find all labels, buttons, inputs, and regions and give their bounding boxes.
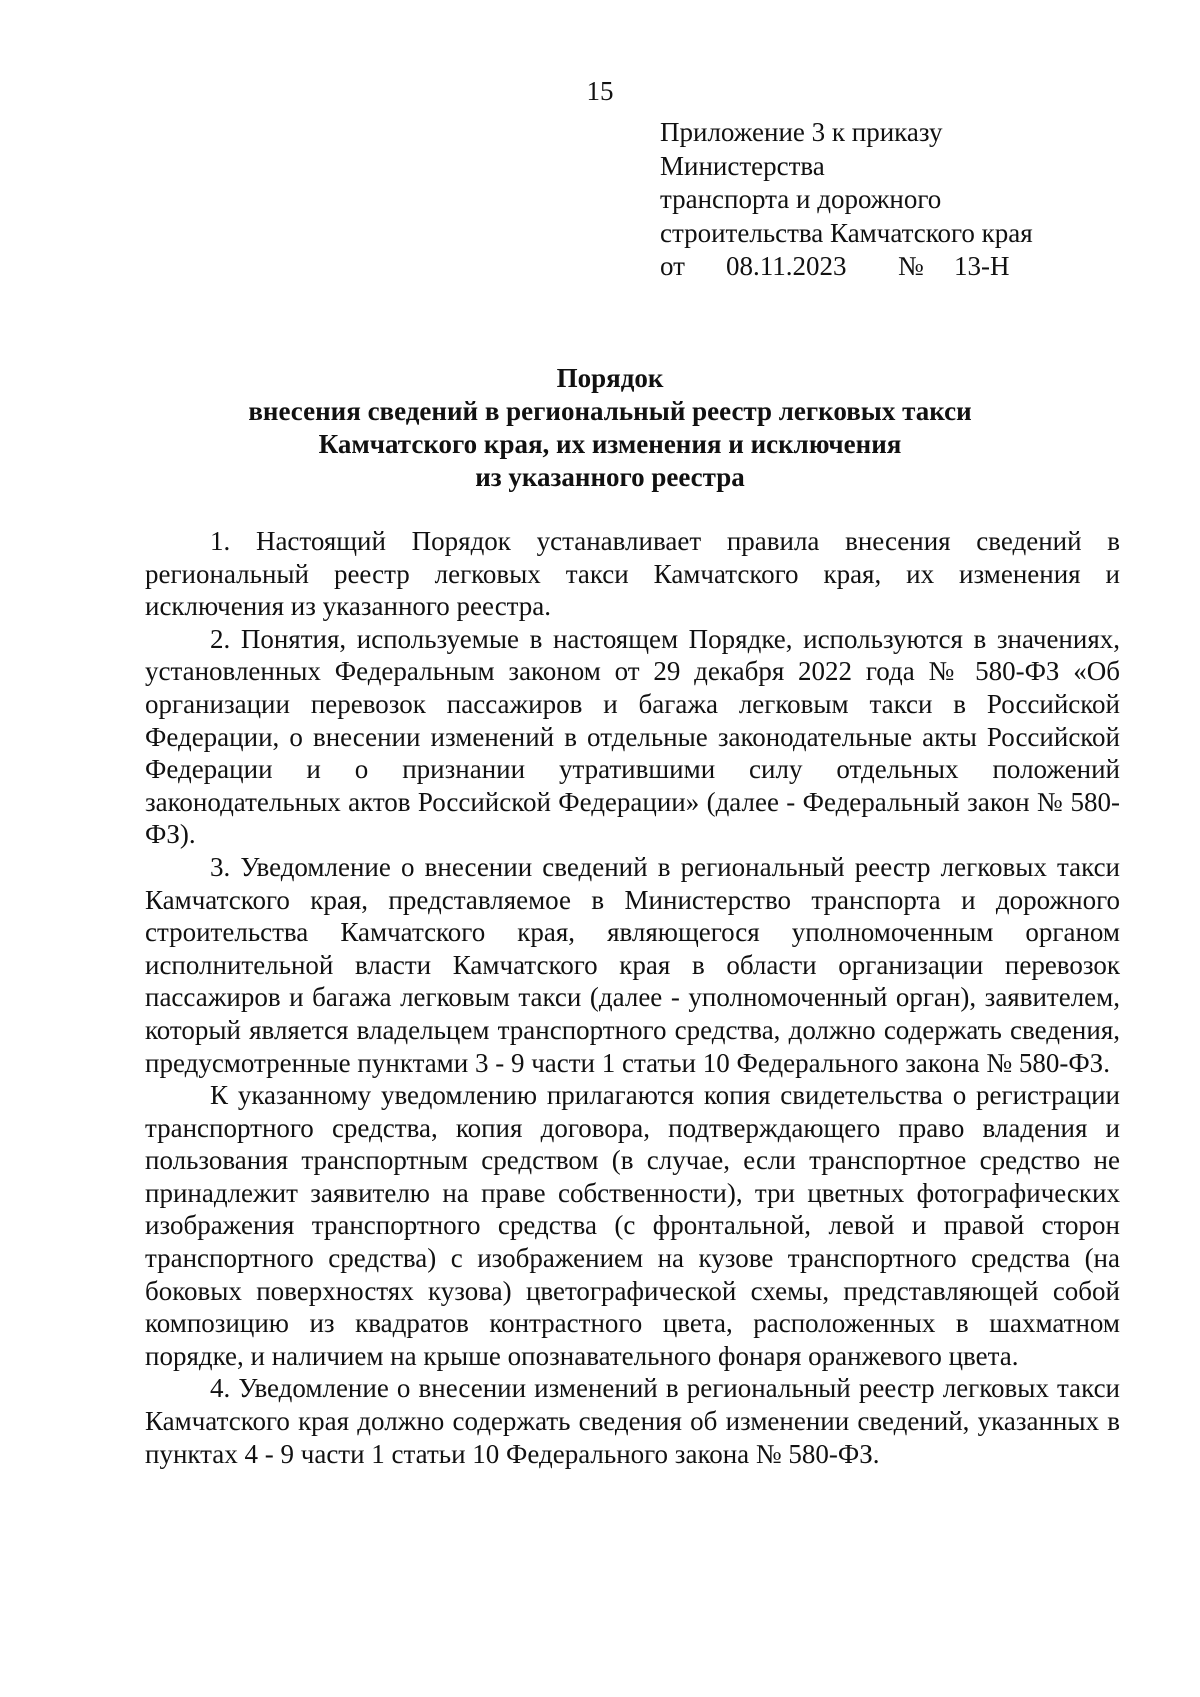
paragraph-3: 3. Уведомление о внесении сведений в региональный реестр легковых такси Камчатского края, представляемое в Министерство транспорта и дорожного строительства Камчатского края, являющегося уполномоченным органом исполнительной власти Камчатского края в области организации перевозок пассажиров и багажа легковым такси (далее - уполномоченный орган), заявителем, который является владельцем транспортного средства, должно содержать сведения, предусмотренные пунктами 3 - 9 части 1 статьи 10 Федерального закона № 580-ФЗ. <box>145 851 1120 1078</box>
annex-line: транспорта и дорожного <box>660 184 942 214</box>
document-title <box>130 362 1090 494</box>
order-number-sign: № <box>898 251 924 281</box>
annex-line: строительства Камчатского края <box>660 217 1033 248</box>
paragraph-2: 2. Понятия, используемые в настоящем Порядке, используются в значениях, установленных Федеральным законом от 29 декабря 2022 года № 580-ФЗ «Об организации перевозок пассажиров и багажа легковым такси в Российской Федерации, о внесении изменений в отдельные законодательные акты Российской Федерации и о признании утратившими силу отдельных положений законодательных актов Российской Федерации» (далее - Федеральный закон № 580-ФЗ). <box>145 623 1120 850</box>
order-reference <box>660 250 1140 284</box>
order-number: 13-Н <box>954 251 1010 281</box>
paragraph-3-attachments: К указанному уведомлению прилагаются копия свидетельства о регистрации транспортного средства, копия договора, подтверждающего право владения и пользования транспортным средством (в случае, если транспортное средство не принадлежит заявителю на праве собственности), три цветных фотографических изображения транспортного средства (с фронтальной, левой и правой сторон транспортного средства) с изображением на кузове транспортного средства (на боковых поверхностях кузова) цветографической схемы, представляющей собой композицию из квадратов контрастного цвета, расположенных в шахматном порядке, и наличием на крыше опознавательного фонаря оранжевого цвета. <box>145 1080 1120 1371</box>
paragraph-4: 4. Уведомление о внесении изменений в региональный реестр легковых такси Камчатского края должно содержать сведения об изменении сведений, указанных в пунктах 4 - 9 части 1 статьи 10 Федерального закона № 580-ФЗ. <box>145 1373 1120 1469</box>
title-line: Порядок <box>556 363 664 393</box>
annex-line: Приложение 3 к приказу <box>660 117 943 147</box>
order-date: 08.11.2023 <box>726 251 847 281</box>
document-body <box>145 525 1120 1470</box>
title-line: внесения сведений в региональный реестр легковых такси <box>248 396 972 426</box>
title-line: из указанного реестра <box>475 462 745 492</box>
annex-block <box>660 116 1140 284</box>
paragraph-1: 1. Настоящий Порядок устанавливает правила внесения сведений в региональный реестр легковых такси Камчатского края, их изменения и исключения из указанного реестра. <box>145 526 1120 622</box>
annex-line: Министерства <box>660 150 825 181</box>
title-line: Камчатского края, их изменения и исключения <box>318 429 902 459</box>
order-from-label: от <box>660 251 685 281</box>
page-number: 15 <box>586 76 614 106</box>
